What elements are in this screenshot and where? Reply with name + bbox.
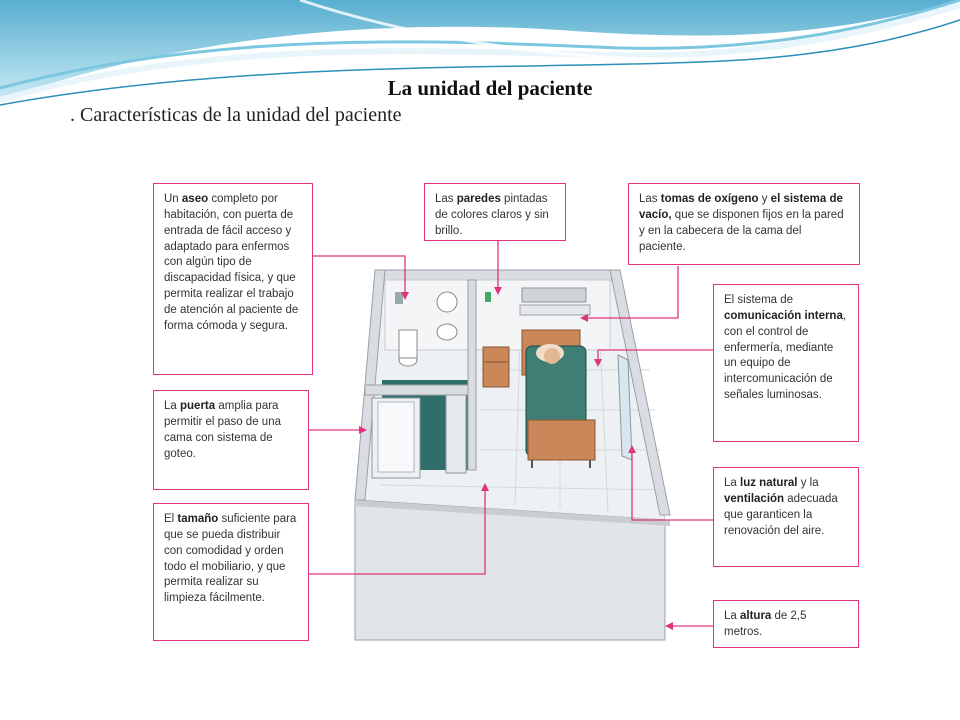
callout-luz: [713, 467, 859, 567]
callout-tomas-bold: tomas de oxígeno: [660, 193, 759, 205]
callout-tamano-text-2: suficiente para que se pueda distribuir con comodidad y orden todo el mobiliario, y que permita realizar su limpieza fácilmente.: [164, 513, 297, 605]
callout-aseo-bold: aseo: [181, 193, 209, 205]
callout-luz-text: La: [724, 477, 740, 489]
callout-puerta: [153, 390, 309, 490]
callout-puerta-text-2: amplia para permitir el paso de una cama con sistema de goteo.: [164, 400, 281, 460]
callout-altura: [713, 600, 859, 648]
slide-subtitle: . Características de la unidad del paciente: [70, 104, 402, 126]
callout-comunicacion: [713, 284, 859, 442]
callout-tomas-text: Las: [639, 193, 661, 205]
callout-paredes: [424, 183, 566, 241]
callout-aseo-text: Un: [164, 193, 182, 205]
callout-puerta-bold: puerta: [180, 400, 216, 412]
callout-puerta-text: La: [164, 400, 180, 412]
callout-paredes-text-2: pintadas de colores claros y sin brillo.: [435, 193, 549, 237]
callout-tamano-text: El: [164, 513, 178, 525]
callout-tamano: [153, 503, 309, 641]
callout-aseo: [153, 183, 313, 375]
slide-title: La unidad del paciente: [387, 76, 593, 100]
callout-luz-text-3: adecuada que garanticen la renovación del aire.: [724, 492, 838, 537]
patient-unit-diagram: [150, 170, 866, 650]
callout-luz-text-2: y la: [797, 477, 819, 489]
callout-tomas-text-3: que se disponen fijos en la pared y en la cabecera de la cama del paciente.: [639, 208, 844, 253]
callout-paredes-bold: paredes: [456, 193, 501, 205]
callout-comunicacion-bold: comunicación interna: [724, 309, 843, 322]
callout-tomas: [628, 183, 860, 265]
callout-paredes-text: Las: [435, 193, 457, 205]
callout-tomas-bold-2: el sistema de vacío,: [639, 193, 843, 221]
callout-luz-bold: luz natural: [740, 477, 798, 489]
callout-comunicacion-text-2: , con el control de enfermería, mediante un equipo de intercomunicación de señales luminosas.: [724, 309, 847, 402]
callout-tomas-text-2: y: [758, 193, 771, 205]
callout-luz-bold-2: ventilación: [724, 492, 785, 505]
callout-altura-bold: altura: [740, 610, 772, 622]
callout-aseo-text-2: completo por habitación, con puerta de entrada de fácil acceso y adaptado para enfermos con algún tipo de discapacidad física, y que permita realizar el trabajo de atención al paciente de forma cómoda y segura.: [164, 193, 299, 332]
callout-altura-text: La: [724, 610, 740, 622]
callout-tamano-bold: tamaño: [177, 513, 219, 525]
callout-comunicacion-text: El sistema de: [724, 294, 794, 306]
callout-altura-text-2: de 2,5 metros.: [724, 610, 807, 638]
